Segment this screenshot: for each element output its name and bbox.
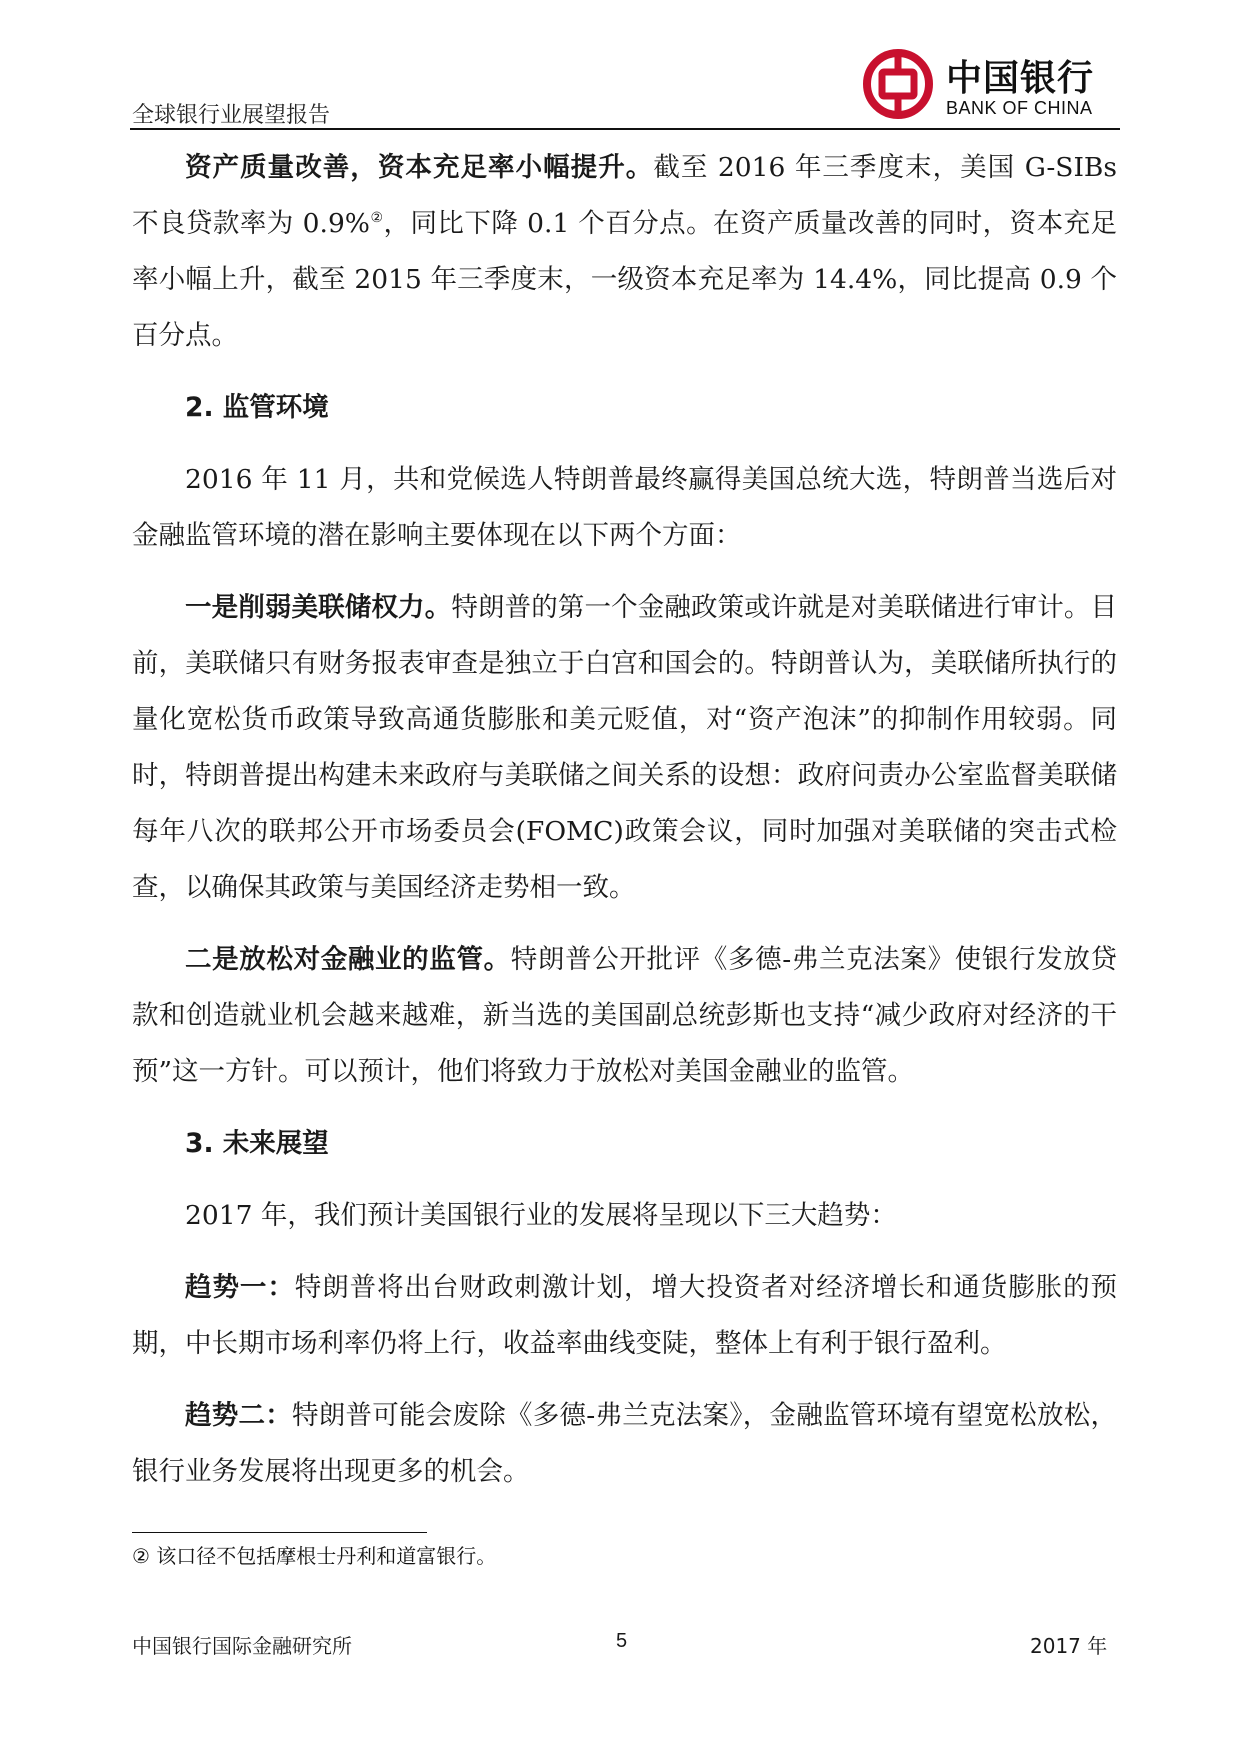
section-heading-outlook: 3. 未来展望 (185, 1128, 329, 1159)
paragraph-text: ，同比下降 0.1 个百分点。在资产质量改善的同时，资本充足率小幅上升，截至 2015 年三季度末，一级资本充足率为 14.4%，同比提高 0.9 个百分点。 (132, 208, 1117, 351)
footnote: ② 该口径不包括摩根士丹利和道富银行。 (132, 1544, 497, 1568)
paragraph-text: 特朗普公开批评《多德-弗兰克法案》使银行发放贷款和创造就业机会越来越难，新当选的美国副总统彭斯也支持“减少政府对经济的干预”这一方针。可以预计，他们将致力于放松对美国金融业的监管。 (132, 944, 1117, 1087)
paragraph-lead: 资产质量改善，资本充足率小幅提升。 (185, 152, 654, 183)
paragraph-trend-one (132, 1260, 1117, 1372)
paragraph-outlook-intro: 2017 年，我们预计美国银行业的发展将呈现以下三大趋势： (185, 1200, 897, 1231)
paragraph-election: 2016 年 11 月，共和党候选人特朗普最终赢得美国总统大选，特朗普当选后对金融监管环境的潜在影响主要体现在以下两个方面： (132, 464, 1117, 551)
footer-institute: 中国银行国际金融研究所 (132, 1634, 352, 1658)
footnote-divider (132, 1532, 427, 1533)
logo-chinese-name: 中国银行 (946, 57, 1095, 99)
paragraph-text: 特朗普的第一个金融政策或许就是对美联储进行审计。目前，美联储只有财务报表审查是独立于白宫和国会的。特朗普认为，美联储所执行的量化宽松货币政策导致高通货膨胀和美元贬值，对“资产泡沫”的抑制作用较弱。同时，特朗普提出构建未来政府与美联储之间关系的设想：政府问责办公室监督美联储每年八次的联邦公开市场委员会(FOMC)政策会议，同时加强对美联储的突击式检查，以确保其政策与美国经济走势相一致。 (132, 592, 1118, 903)
footnote-ref: ② (370, 210, 384, 227)
paragraph-text: 特朗普将出台财政刺激计划，增大投资者对经济增长和通货膨胀的预期，中长期市场利率仍将上行，收益率曲线变陡，整体上有利于银行盈利。 (132, 1272, 1118, 1359)
paragraph-trend-two (132, 1388, 1117, 1500)
paragraph-asset-quality (132, 140, 1117, 364)
paragraph-fed-power (132, 580, 1117, 916)
paragraph-text: 特朗普可能会废除《多德-弗兰克法案》，金融监管环境有望宽松放松，银行业务发展将出现更多的机会。 (132, 1400, 1117, 1487)
header-divider (130, 128, 1120, 130)
bank-of-china-emblem-icon (862, 48, 934, 120)
bank-logo (862, 48, 1122, 126)
paragraph-lead: 一是削弱美联储权力。 (185, 592, 452, 623)
footer-year: 2017 年 (1030, 1634, 1108, 1658)
section-heading-regulation: 2. 监管环境 (185, 392, 329, 423)
paragraph-text: 截至 2016 年三季度末，美国 G-SIBs 不良贷款率为 0.9% (132, 152, 1118, 239)
paragraph-lead: 趋势二： (185, 1400, 293, 1431)
page-body (132, 140, 1117, 1516)
paragraph-lead: 二是放松对金融业的监管。 (185, 944, 511, 975)
paragraph-lead: 趋势一： (185, 1272, 295, 1303)
paragraph-deregulation (132, 932, 1117, 1100)
report-title: 全球银行业展望报告 (132, 103, 331, 128)
logo-english-name: BANK OF CHINA (946, 98, 1093, 118)
page-number: 5 (616, 1630, 628, 1652)
